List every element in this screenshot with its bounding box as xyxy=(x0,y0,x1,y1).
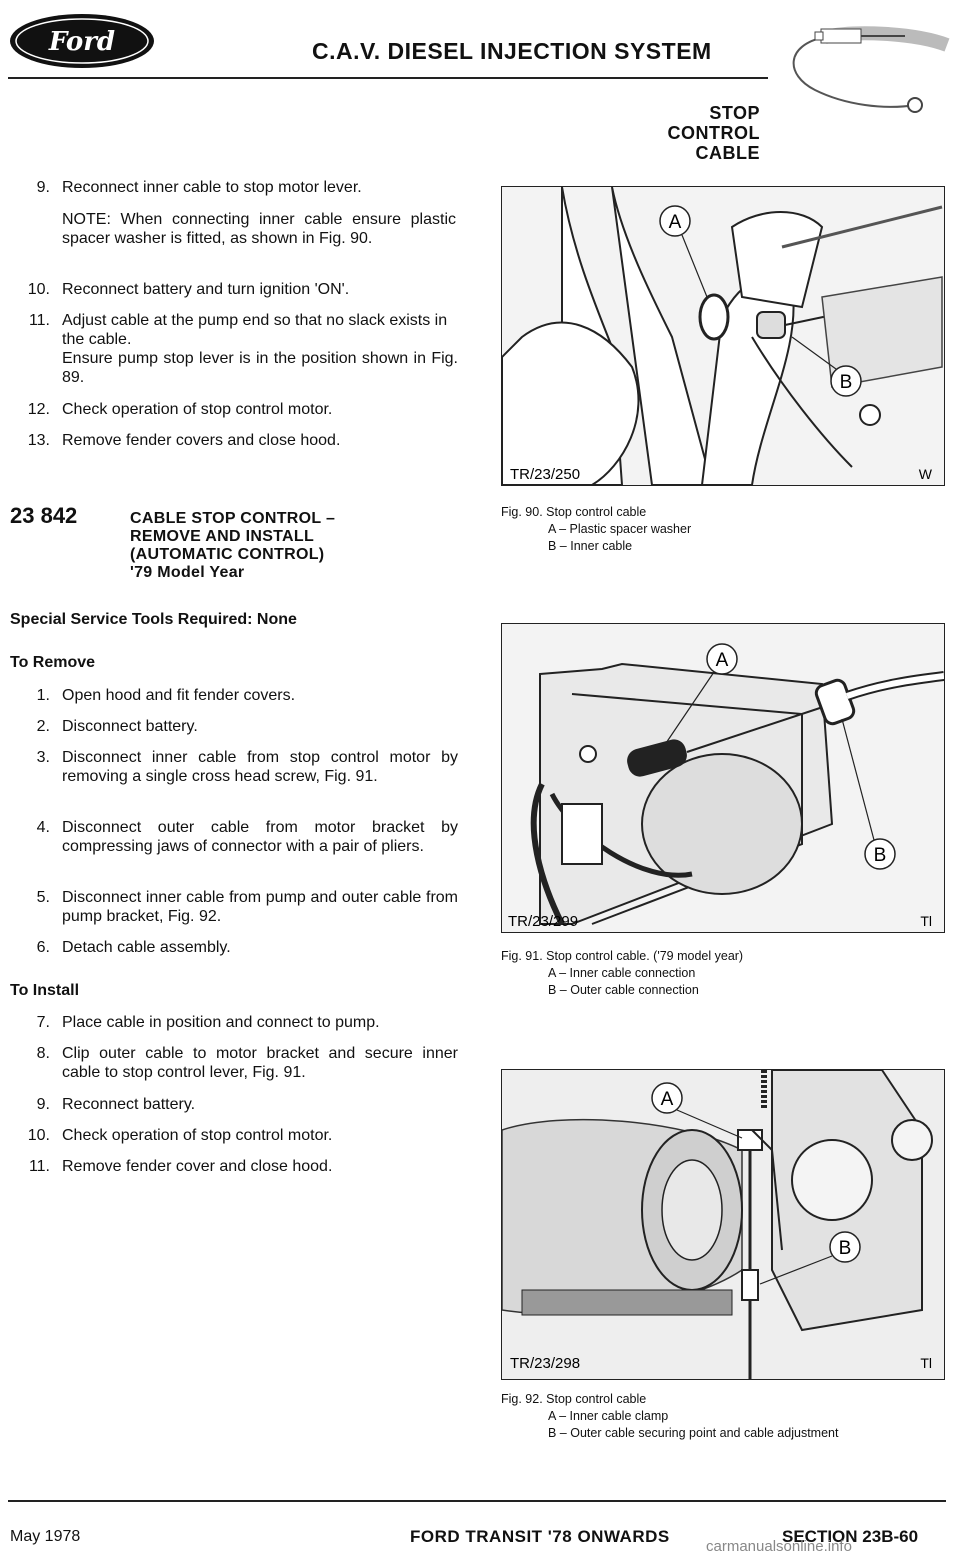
header-rule xyxy=(8,77,768,79)
section-code: 23 842 xyxy=(10,503,78,528)
install-step-7: 7. Place cable in position and connect to pump. xyxy=(36,1014,380,1031)
figure-90-label-b: B xyxy=(839,372,853,393)
figure-90-ref: TR/23/250 xyxy=(510,466,581,483)
step-12: 12. Check operation of stop control motor. xyxy=(27,401,333,418)
ford-logo xyxy=(8,12,156,70)
figure-91-caption: Fig. 91. Stop control cable. ('79 model year) A – Inner cable connection B – Outer cable connection xyxy=(501,949,744,997)
figure-90-caption: Fig. 90. Stop control cable A – Plastic spacer washer B – Inner cable xyxy=(501,505,692,553)
footer-rule xyxy=(8,1500,946,1502)
footer-date: May 1978 xyxy=(10,1528,81,1545)
remove-step-3: 3. Disconnect inner cable from stop control motor by removing a single cross head screw, Fig. 91. xyxy=(36,749,458,785)
figure-92-illustration xyxy=(502,1070,944,1379)
logo-text: Ford xyxy=(48,27,116,57)
figure-90-label-a: A xyxy=(668,212,682,233)
install-heading: To Install xyxy=(10,982,80,999)
figure-91-illustration xyxy=(502,624,944,932)
step-11: 11. Adjust cable at the pump end so that no slack exists in the cable. Ensure pump stop lever is in the position shown in Fig. 89. xyxy=(28,312,458,386)
step-11-extra: Ensure pump stop lever is in the position shown in Fig. 89. xyxy=(62,350,458,386)
remove-step-2: 2. Disconnect battery. xyxy=(36,718,198,735)
remove-heading: To Remove xyxy=(10,654,96,671)
figure-90-corner: W xyxy=(918,466,932,482)
figure-92-corner: Tl xyxy=(920,1355,932,1371)
figure-90 xyxy=(501,186,945,486)
figure-91 xyxy=(501,623,945,933)
step-10: 10. Reconnect battery and turn ignition 'ON'. xyxy=(27,281,350,298)
step-9: 9. Reconnect inner cable to stop motor lever. xyxy=(36,179,362,196)
install-step-11: 11. Remove fender cover and close hood. xyxy=(28,1158,333,1175)
install-step-10: 10. Check operation of stop control motor. xyxy=(27,1127,333,1144)
install-step-9: 9. Reconnect battery. xyxy=(36,1096,196,1113)
figure-91-ref: TR/23/299 xyxy=(508,913,579,930)
figure-92-caption: Fig. 92. Stop control cable A – Inner cable clamp B – Outer cable securing point and cable adjustment xyxy=(501,1392,839,1440)
figure-92-label-b: B xyxy=(838,1238,852,1259)
figure-91-label-b: B xyxy=(873,845,887,866)
step-13: 13. Remove fender covers and close hood. xyxy=(27,432,341,449)
footer-section: SECTION 23B-60 xyxy=(782,1527,919,1546)
figure-92-label-a: A xyxy=(660,1089,674,1110)
install-step-8: 8. Clip outer cable to motor bracket and secure inner cable to stop control lever, Fig. 91. xyxy=(36,1045,458,1081)
figure-91-corner: Tl xyxy=(920,913,932,929)
section-title: CABLE STOP CONTROL – REMOVE AND INSTALL (AUTOMATIC CONTROL) '79 Model Year xyxy=(130,510,336,581)
note-spacer-washer: NOTE: When connecting inner cable ensure plastic spacer washer is fitted, as shown in Fig. 90. xyxy=(62,211,456,247)
remove-step-1: 1. Open hood and fit fender covers. xyxy=(36,687,296,704)
footer-watermark: carmanualsonline.info xyxy=(706,1538,852,1555)
figure-90-illustration xyxy=(502,187,944,485)
figure-92 xyxy=(501,1069,945,1380)
remove-step-4: 4. Disconnect outer cable from motor bracket by compressing jaws of connector with a pair of pliers. xyxy=(36,819,458,855)
remove-step-5: 5. Disconnect inner cable from pump and outer cable from pump bracket, Fig. 92. xyxy=(36,889,458,925)
figure-91-label-a: A xyxy=(715,650,729,671)
section-heading: STOP CONTROL CABLE xyxy=(667,103,760,163)
special-tools: Special Service Tools Required: None xyxy=(10,611,297,628)
footer-publication: FORD TRANSIT '78 ONWARDS xyxy=(410,1527,670,1546)
figure-92-ref: TR/23/298 xyxy=(510,1355,581,1372)
cable-icon xyxy=(775,15,955,130)
page-title: C.A.V. DIESEL INJECTION SYSTEM xyxy=(312,38,712,64)
remove-step-6: 6. Detach cable assembly. xyxy=(36,939,231,956)
